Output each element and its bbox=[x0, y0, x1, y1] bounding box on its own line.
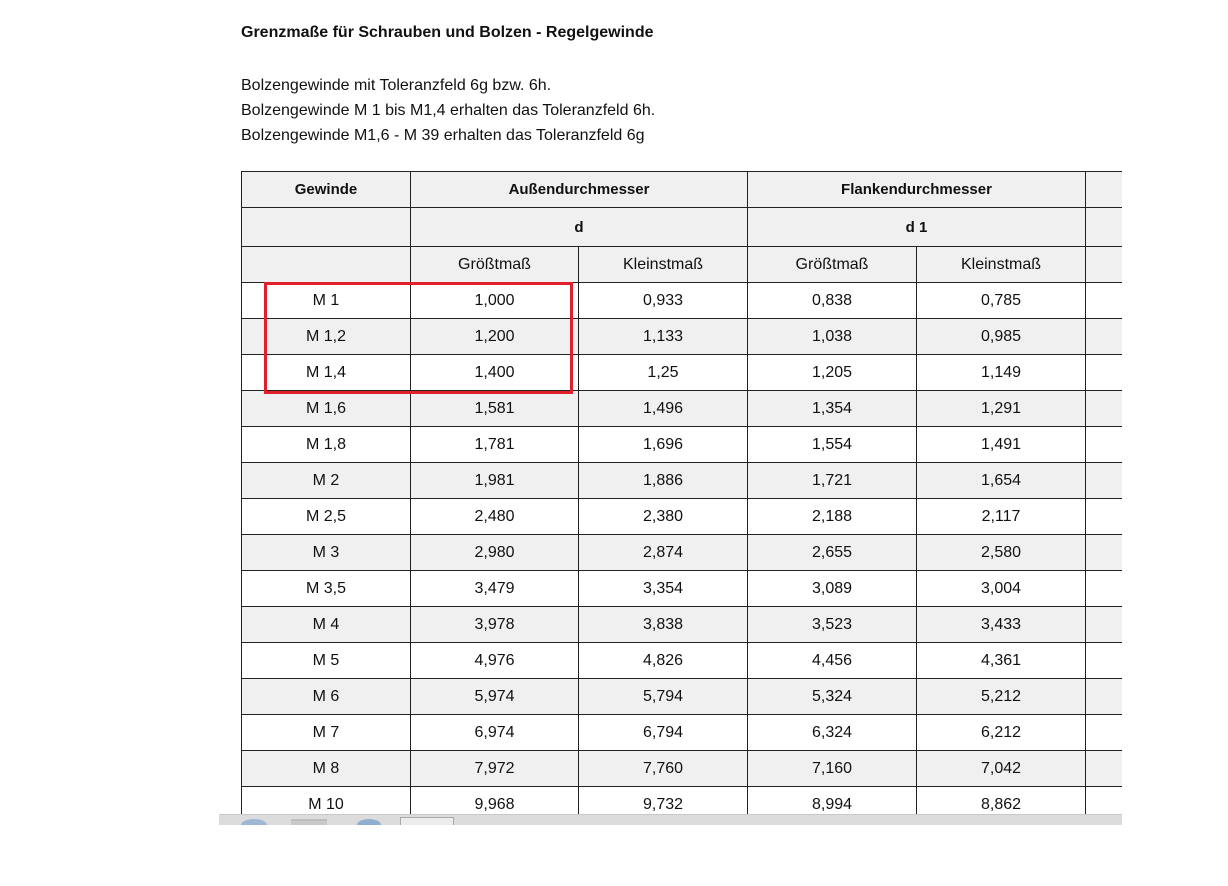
active-window-button[interactable] bbox=[400, 817, 454, 825]
cell-pitch-max: 7,160 bbox=[748, 751, 917, 787]
table-row bbox=[242, 499, 1123, 535]
cell-pitch-min: 8,862 bbox=[917, 787, 1086, 815]
cell-outer-max: 1,400 bbox=[411, 355, 579, 391]
table-row bbox=[242, 283, 1123, 319]
cell-outer-max: 5,974 bbox=[411, 679, 579, 715]
cell-pitch-min: 4,361 bbox=[917, 643, 1086, 679]
cell-thread: M 3 bbox=[242, 535, 411, 571]
table-row bbox=[242, 391, 1123, 427]
cell-outer-max: 1,200 bbox=[411, 319, 579, 355]
cell-pitch-min: 6,212 bbox=[917, 715, 1086, 751]
table-row bbox=[242, 643, 1123, 679]
cell-outer-min: 0,933 bbox=[579, 283, 748, 319]
cell-outer-max: 4,976 bbox=[411, 643, 579, 679]
cell-pitch-max: 1,205 bbox=[748, 355, 917, 391]
cell-pitch-max: 1,554 bbox=[748, 427, 917, 463]
cell-pitch-max: 3,523 bbox=[748, 607, 917, 643]
header-row-limits bbox=[242, 247, 1123, 283]
cell-outer-min: 9,732 bbox=[579, 787, 748, 815]
header-cut-off bbox=[1086, 247, 1123, 283]
cell-outer-min: 1,696 bbox=[579, 427, 748, 463]
cell-thread: M 10 bbox=[242, 787, 411, 815]
cell-outer-max: 7,972 bbox=[411, 751, 579, 787]
browser-globe-icon[interactable] bbox=[241, 819, 267, 825]
cell-pitch-min: 7,042 bbox=[917, 751, 1086, 787]
header-pitch-diameter: Flankendurchmesser bbox=[748, 172, 1086, 208]
header-outer-min: Kleinstmaß bbox=[579, 247, 748, 283]
cell-thread: M 1,2 bbox=[242, 319, 411, 355]
cell-pitch-max: 8,994 bbox=[748, 787, 917, 815]
cell-outer-max: 3,479 bbox=[411, 571, 579, 607]
cell-cut-off bbox=[1086, 427, 1123, 463]
cell-cut-off bbox=[1086, 787, 1123, 815]
table-row bbox=[242, 427, 1123, 463]
taskbar bbox=[219, 814, 1122, 825]
intro-line: Bolzengewinde mit Toleranzfeld 6g bzw. 6h. bbox=[241, 77, 552, 94]
cell-outer-max: 9,968 bbox=[411, 787, 579, 815]
header-empty bbox=[242, 247, 411, 283]
cell-cut-off bbox=[1086, 571, 1123, 607]
table-row bbox=[242, 535, 1123, 571]
cell-thread: M 2,5 bbox=[242, 499, 411, 535]
table-viewport[interactable] bbox=[241, 171, 1122, 814]
folder-icon[interactable] bbox=[291, 819, 327, 825]
cell-pitch-min: 1,291 bbox=[917, 391, 1086, 427]
cell-outer-max: 1,981 bbox=[411, 463, 579, 499]
intro-text bbox=[241, 73, 655, 148]
cell-pitch-min: 2,117 bbox=[917, 499, 1086, 535]
cell-cut-off bbox=[1086, 499, 1123, 535]
cell-thread: M 1,4 bbox=[242, 355, 411, 391]
cell-outer-min: 3,838 bbox=[579, 607, 748, 643]
cell-cut-off bbox=[1086, 715, 1123, 751]
cell-pitch-max: 1,721 bbox=[748, 463, 917, 499]
cell-pitch-min: 1,654 bbox=[917, 463, 1086, 499]
cell-thread: M 5 bbox=[242, 643, 411, 679]
cell-cut-off bbox=[1086, 679, 1123, 715]
cell-thread: M 1,6 bbox=[242, 391, 411, 427]
thread-limits-table bbox=[241, 171, 1122, 814]
table-row bbox=[242, 463, 1123, 499]
page-title: Grenzmaße für Schrauben und Bolzen - Regelgewinde bbox=[241, 24, 654, 41]
header-cut-off bbox=[1086, 208, 1123, 247]
header-row-groups bbox=[242, 172, 1123, 208]
cell-pitch-max: 5,324 bbox=[748, 679, 917, 715]
header-outer-diameter: Außendurchmesser bbox=[411, 172, 748, 208]
header-pitch-max: Größtmaß bbox=[748, 247, 917, 283]
cell-thread: M 8 bbox=[242, 751, 411, 787]
cell-pitch-min: 3,004 bbox=[917, 571, 1086, 607]
cell-outer-max: 1,781 bbox=[411, 427, 579, 463]
header-outer-max: Größtmaß bbox=[411, 247, 579, 283]
table-row bbox=[242, 355, 1123, 391]
cell-outer-min: 5,794 bbox=[579, 679, 748, 715]
cell-outer-max: 2,480 bbox=[411, 499, 579, 535]
cell-pitch-max: 0,838 bbox=[748, 283, 917, 319]
cell-thread: M 6 bbox=[242, 679, 411, 715]
cell-outer-min: 1,496 bbox=[579, 391, 748, 427]
cell-thread: M 3,5 bbox=[242, 571, 411, 607]
cell-outer-max: 3,978 bbox=[411, 607, 579, 643]
table-body bbox=[242, 283, 1123, 815]
cell-outer-min: 2,380 bbox=[579, 499, 748, 535]
cell-thread: M 1,8 bbox=[242, 427, 411, 463]
cell-pitch-max: 1,354 bbox=[748, 391, 917, 427]
cell-pitch-max: 2,188 bbox=[748, 499, 917, 535]
cell-cut-off bbox=[1086, 391, 1123, 427]
cell-cut-off bbox=[1086, 607, 1123, 643]
cell-cut-off bbox=[1086, 463, 1123, 499]
cell-outer-max: 1,581 bbox=[411, 391, 579, 427]
cell-pitch-min: 1,149 bbox=[917, 355, 1086, 391]
cell-pitch-max: 1,038 bbox=[748, 319, 917, 355]
header-cut-off bbox=[1086, 172, 1123, 208]
cell-cut-off bbox=[1086, 319, 1123, 355]
media-player-icon[interactable] bbox=[357, 819, 381, 825]
cell-pitch-min: 2,580 bbox=[917, 535, 1086, 571]
table-row bbox=[242, 319, 1123, 355]
cell-outer-max: 1,000 bbox=[411, 283, 579, 319]
cell-thread: M 1 bbox=[242, 283, 411, 319]
cell-cut-off bbox=[1086, 355, 1123, 391]
table-row bbox=[242, 679, 1123, 715]
table-row bbox=[242, 571, 1123, 607]
cell-cut-off bbox=[1086, 751, 1123, 787]
cell-outer-max: 6,974 bbox=[411, 715, 579, 751]
cell-outer-min: 6,794 bbox=[579, 715, 748, 751]
cell-pitch-max: 2,655 bbox=[748, 535, 917, 571]
header-empty bbox=[242, 208, 411, 247]
cell-outer-min: 1,886 bbox=[579, 463, 748, 499]
cell-outer-min: 3,354 bbox=[579, 571, 748, 607]
table-row bbox=[242, 607, 1123, 643]
intro-line: Bolzengewinde M1,6 - M 39 erhalten das Toleranzfeld 6g bbox=[241, 127, 645, 144]
cell-pitch-min: 5,212 bbox=[917, 679, 1086, 715]
table-row bbox=[242, 751, 1123, 787]
intro-line: Bolzengewinde M 1 bis M1,4 erhalten das Toleranzfeld 6h. bbox=[241, 102, 656, 119]
cell-pitch-min: 0,785 bbox=[917, 283, 1086, 319]
header-symbol-d: d bbox=[411, 208, 748, 247]
cell-pitch-max: 6,324 bbox=[748, 715, 917, 751]
cell-outer-min: 2,874 bbox=[579, 535, 748, 571]
cell-outer-min: 1,25 bbox=[579, 355, 748, 391]
cell-pitch-min: 1,491 bbox=[917, 427, 1086, 463]
cell-cut-off bbox=[1086, 643, 1123, 679]
table-row bbox=[242, 715, 1123, 751]
cell-outer-min: 7,760 bbox=[579, 751, 748, 787]
cell-pitch-max: 4,456 bbox=[748, 643, 917, 679]
table-row bbox=[242, 787, 1123, 815]
cell-outer-min: 4,826 bbox=[579, 643, 748, 679]
cell-cut-off bbox=[1086, 283, 1123, 319]
cell-outer-min: 1,133 bbox=[579, 319, 748, 355]
cell-cut-off bbox=[1086, 535, 1123, 571]
header-thread: Gewinde bbox=[242, 172, 411, 208]
header-symbol-d1: d 1 bbox=[748, 208, 1086, 247]
cell-pitch-max: 3,089 bbox=[748, 571, 917, 607]
cell-thread: M 2 bbox=[242, 463, 411, 499]
cell-thread: M 4 bbox=[242, 607, 411, 643]
cell-pitch-min: 0,985 bbox=[917, 319, 1086, 355]
cell-thread: M 7 bbox=[242, 715, 411, 751]
cell-pitch-min: 3,433 bbox=[917, 607, 1086, 643]
header-pitch-min: Kleinstmaß bbox=[917, 247, 1086, 283]
cell-outer-max: 2,980 bbox=[411, 535, 579, 571]
header-row-symbols bbox=[242, 208, 1123, 247]
